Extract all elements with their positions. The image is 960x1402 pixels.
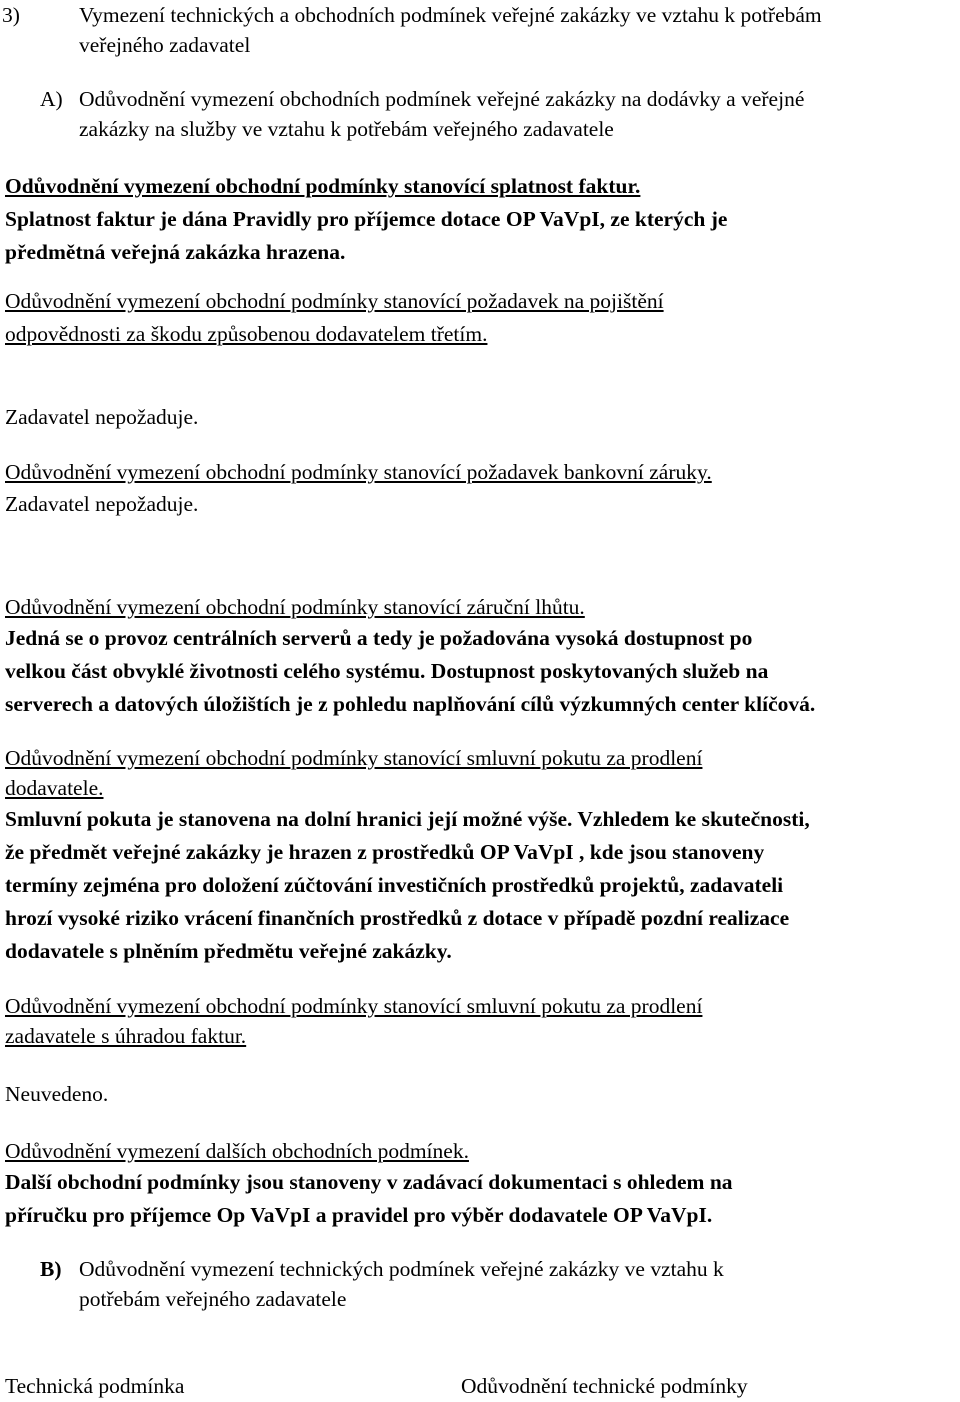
splatnost-body-line-2: předmětná veřejná zakázka hrazena. <box>5 240 346 264</box>
section-a-title-line-1: Odůvodnění vymezení obchodních podmínek veřejné zakázky na dodávky a veřejné <box>79 87 805 111</box>
pokuta-dodavatel-body-line-5: dodavatele s plněním předmětu veřejné zakázky. <box>5 939 452 963</box>
bankovni-heading: Odůvodnění vymezení obchodní podmínky stanovící požadavek bankovní záruky. <box>5 460 712 484</box>
pokuta-zadavatel-body: Neuvedeno. <box>5 1082 109 1106</box>
section-a-title-line-2: zakázky na služby ve vztahu k potřebám veřejného zadavatele <box>79 117 614 141</box>
pojisteni-heading-line-2: odpovědnosti za škodu způsobenou dodavatelem třetím. <box>5 322 488 346</box>
zarucni-body-line-3: serverech a datových úložištích je z pohledu naplňování cílů výzkumných center klíčová. <box>5 692 816 716</box>
table-header-technicka-podminka: Technická podmínka <box>5 1374 185 1398</box>
pokuta-zadavatel-section <box>5 991 702 1051</box>
section-b-title-line-1: Odůvodnění vymezení technických podmínek veřejné zakázky ve vztahu k <box>79 1257 724 1281</box>
zarucni-body-line-1: Jedná se o provoz centrálních serverů a tedy je požadována vysoká dostupnost po <box>5 626 753 650</box>
pokuta-dodavatel-heading-line-2: dodavatele. <box>5 776 104 800</box>
dalsi-body-line-1: Další obchodní podmínky jsou stanoveny v zadávací dokumentaci s ohledem na <box>5 1170 733 1194</box>
pojisteni-heading-line-1: Odůvodnění vymezení obchodní podmínky stanovící požadavek na pojištění <box>5 289 664 313</box>
zarucni-section <box>5 592 815 721</box>
pokuta-dodavatel-body-line-2: že předmět veřejné zakázky je hrazen z prostředků OP VaVpI , kde jsou stanoveny <box>5 840 765 864</box>
splatnost-section <box>5 170 727 269</box>
pojisteni-body: Zadavatel nepožaduje. <box>5 405 199 429</box>
section-3-title-line-1: Vymezení technických a obchodních podmínek veřejné zakázky ve vztahu k potřebám <box>79 3 822 27</box>
pokuta-dodavatel-section <box>5 743 810 968</box>
pokuta-zadavatel-heading-line-1: Odůvodnění vymezení obchodní podmínky stanovící smluvní pokutu za prodlení <box>5 994 703 1018</box>
section-3-title-line-2: veřejného zadavatel <box>79 33 251 57</box>
section-b-title-line-2: potřebám veřejného zadavatele <box>79 1287 347 1311</box>
pojisteni-section <box>5 285 664 351</box>
pokuta-dodavatel-body-line-1: Smluvní pokuta je stanovena na dolní hranici její možné výše. Vzhledem ke skutečnosti, <box>5 807 810 831</box>
dalsi-body-line-2: příručku pro příjemce Op VaVpI a pravidel pro výběr dodavatele OP VaVpI. <box>5 1203 713 1227</box>
dalsi-heading: Odůvodnění vymezení dalších obchodních podmínek. <box>5 1139 469 1163</box>
dalsi-section <box>5 1136 733 1232</box>
pokuta-dodavatel-body-line-3: termíny zejména pro doložení zúčtování investičních prostředků projektů, zadavateli <box>5 873 784 897</box>
splatnost-heading: Odůvodnění vymezení obchodní podmínky stanovící splatnost faktur. <box>5 174 641 198</box>
zarucni-heading: Odůvodnění vymezení obchodní podmínky stanovící záruční lhůtu. <box>5 595 585 619</box>
zarucni-body-line-2: velkou část obvyklé životnosti celého systému. Dostupnost poskytovaných služeb na <box>5 659 769 683</box>
bankovni-section <box>5 456 712 520</box>
pokuta-dodavatel-body-line-4: hrozí vysoké riziko vrácení finančních prostředků z dotace v případě pozdní realizace <box>5 906 790 930</box>
pokuta-zadavatel-heading-line-2: zadavatele s úhradou faktur. <box>5 1024 247 1048</box>
pokuta-dodavatel-heading-line-1: Odůvodnění vymezení obchodní podmínky stanovící smluvní pokutu za prodlení <box>5 746 703 770</box>
bankovni-body: Zadavatel nepožaduje. <box>5 492 199 516</box>
section-a-number: A) <box>40 87 63 111</box>
table-header-oduvodneni: Odůvodnění technické podmínky <box>461 1374 748 1398</box>
section-3-number: 3) <box>2 3 20 27</box>
splatnost-body-line-1: Splatnost faktur je dána Pravidly pro příjemce dotace OP VaVpI, ze kterých je <box>5 207 728 231</box>
section-b-number: B) <box>40 1257 62 1281</box>
